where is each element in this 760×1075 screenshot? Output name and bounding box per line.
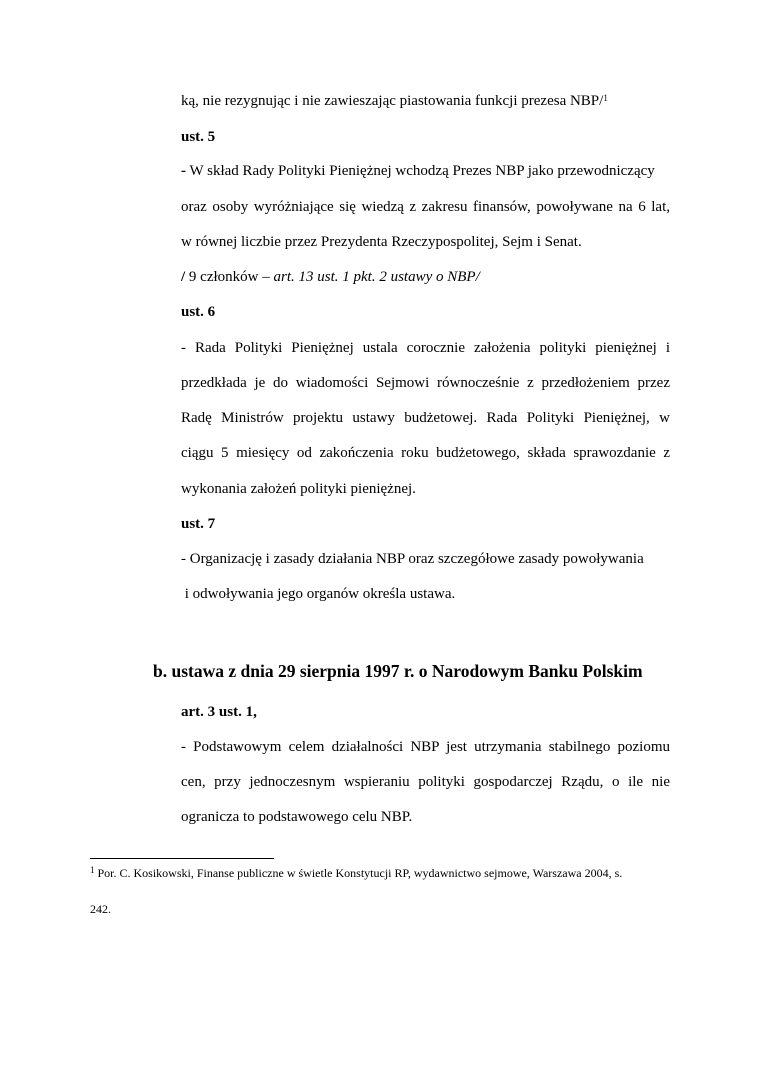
footnote-number: 1 — [90, 865, 95, 875]
art3-line-2: cen, przy jednoczesnym wspieraniu polityki gospodarczej Rządu, o ile nie — [181, 774, 670, 790]
section-label-ust6: ust. 6 — [181, 304, 216, 320]
section-label-ust7: ust. 7 — [181, 516, 216, 532]
continuation-line — [181, 92, 608, 110]
art3-line-1: - Podstawowym celem działalności NBP jest utrzymania stabilnego poziomu — [181, 739, 670, 755]
continuation-text: ką, nie rezygnując i nie zawieszając piastowania funkcji prezesa NBP/ — [181, 93, 604, 109]
section-heading-b: b. ustawa z dnia 29 sierpnia 1997 r. o Narodowym Banku Polskim — [153, 661, 643, 681]
footnote-separator — [90, 858, 274, 859]
ust6-line-4: ciągu 5 miesięcy od zakończenia roku budżetowego, składa sprawozdanie z — [181, 445, 670, 461]
ust5-line-1: - W skład Rady Polityki Pieniężnej wchodzą Prezes NBP jako przewodniczący — [181, 163, 655, 179]
footnote-line-2: 242. — [90, 902, 111, 916]
footnote-line-1 — [90, 866, 622, 881]
ust5-note — [181, 268, 480, 286]
ust6-line-5: wykonania założeń polityki pieniężnej. — [181, 481, 416, 497]
footnote-reference: 1 — [603, 93, 608, 103]
ust5-note-plain: 9 członków – — [185, 269, 274, 285]
ust6-line-2: przedkłada je do wiadomości Sejmowi równocześnie z przedłożeniem przez — [181, 375, 670, 391]
ust5-line-3: w równej liczbie przez Prezydenta Rzeczypospolitej, Sejm i Senat. — [181, 234, 582, 250]
ust6-line-1: - Rada Polityki Pieniężnej ustala corocznie założenia polityki pieniężnej i — [181, 340, 670, 356]
art3-line-3: ogranicza to podstawowego celu NBP. — [181, 809, 413, 825]
ust6-line-3: Radę Ministrów projektu ustawy budżetowej. Rada Polityki Pieniężnej, w — [181, 410, 670, 426]
ust7-line-2: i odwoływania jego organów określa ustawa. — [181, 586, 456, 602]
ust5-note-italic: art. 13 ust. 1 pkt. 2 ustawy o NBP/ — [273, 269, 480, 285]
ust5-line-1-text: W skład Rady Polityki Pieniężnej wchodzą Prezes NBP jako przewodniczący — [189, 163, 655, 179]
section-label-art3: art. 3 ust. 1, — [181, 704, 257, 720]
ust7-line-1: - Organizację i zasady działania NBP oraz szczegółowe zasady powoływania — [181, 551, 644, 567]
ust5-line-2: oraz osoby wyróżniające się wiedzą z zakresu finansów, powoływane na 6 lat, — [181, 199, 670, 215]
ust5-note-slash: / — [181, 269, 186, 285]
footnote-text-1: Por. C. Kosikowski, Finanse publiczne w świetle Konstytucji RP, wydawnictwo sejmowe, Warszawa 2004, s. — [94, 866, 623, 880]
section-label-ust5: ust. 5 — [181, 129, 216, 145]
